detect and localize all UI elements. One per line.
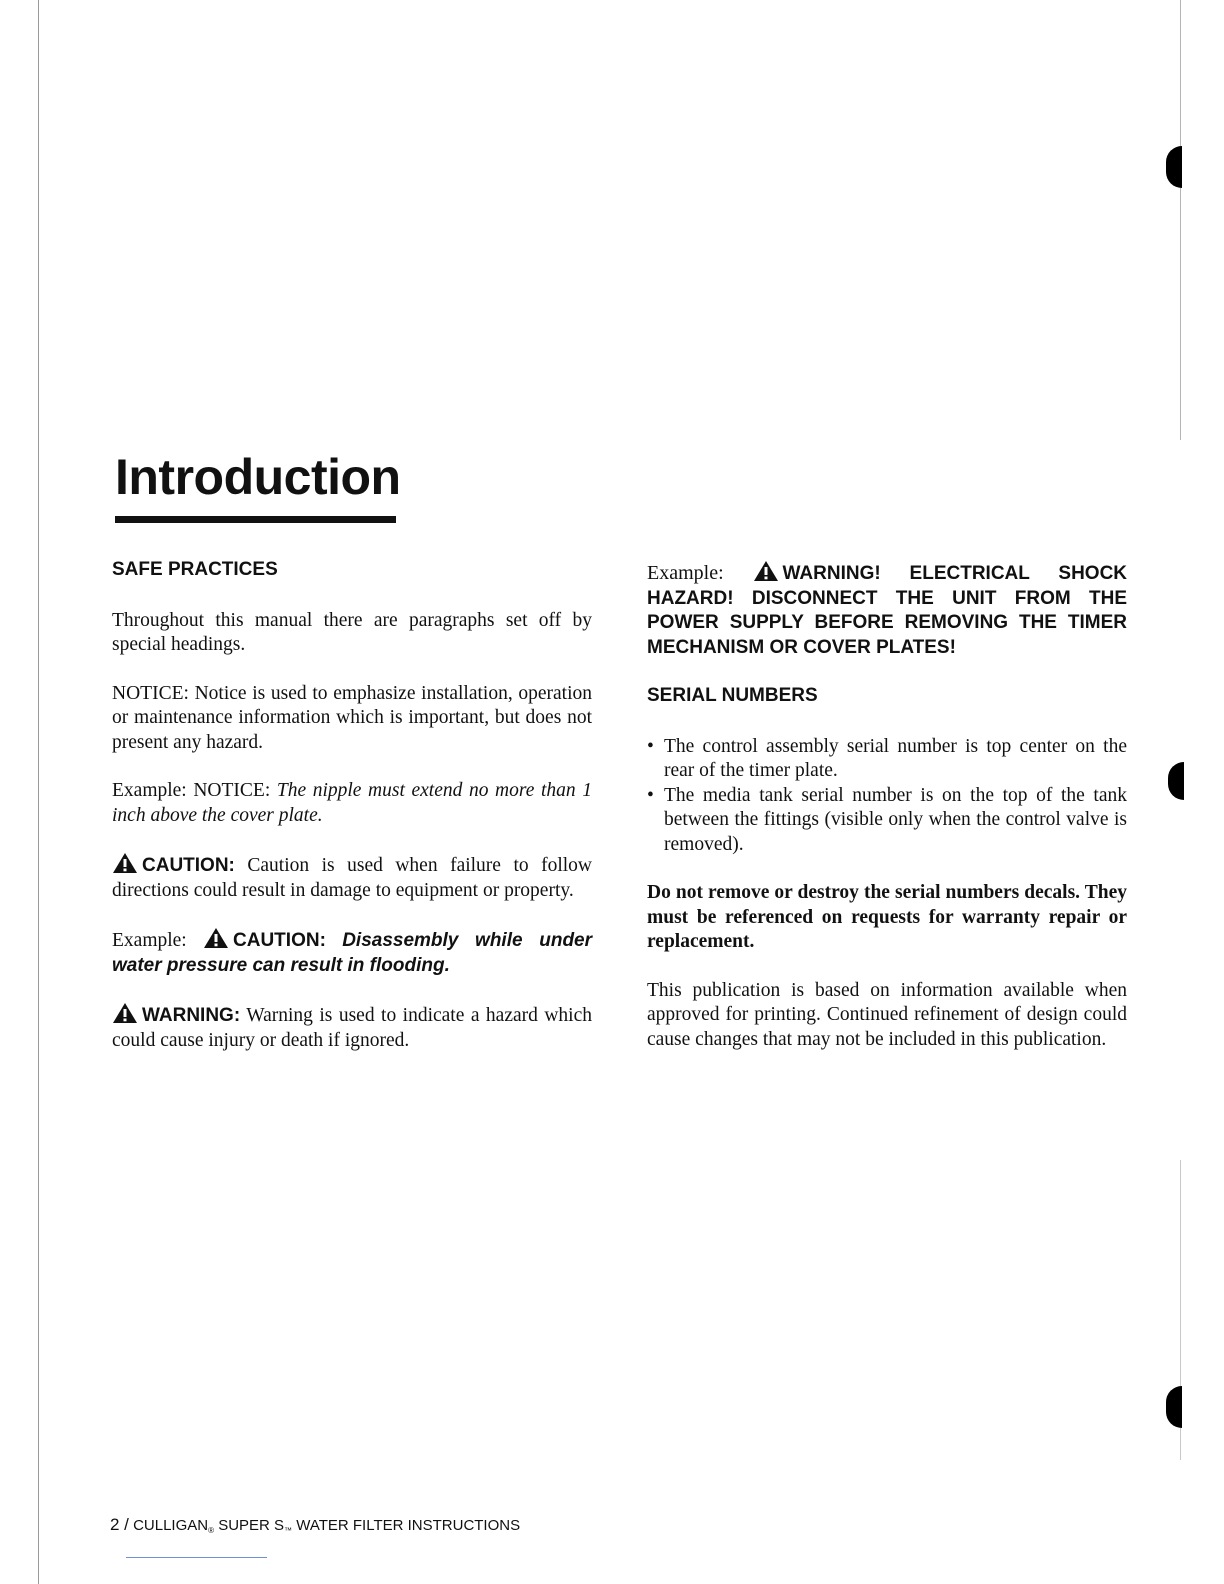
page-number: 2 / <box>110 1515 129 1534</box>
list-item <box>647 735 1127 784</box>
warning-example <box>647 560 1127 660</box>
page-title: Introduction <box>115 449 401 505</box>
binder-hole-bottom <box>1166 1386 1182 1428</box>
notice-example-label: NOTICE: <box>193 780 271 801</box>
caution-label: CAUTION: <box>142 855 235 876</box>
notice-paragraph <box>112 682 592 756</box>
warning-triangle-icon <box>203 927 229 949</box>
left-column <box>112 558 592 1077</box>
serial-item-text: The control assembly serial number is top center on the rear of the timer plate. <box>664 735 1127 781</box>
trademark-mark: ™ <box>284 1526 293 1535</box>
notice-label: NOTICE: <box>112 682 189 704</box>
warning-label: WARNING: <box>142 1005 241 1026</box>
warning-triangle-icon <box>112 1002 138 1024</box>
warning-example-prefix: Example: <box>647 562 724 584</box>
title-underline <box>115 516 396 523</box>
publication-note: This publication is based on information available when approved for printing. Continued refinement of design could cause changes that may not be included in this publication. <box>647 979 1127 1050</box>
safe-practices-intro: Throughout this manual there are paragraphs set off by special headings. <box>112 609 592 655</box>
notice-text: Notice is used to emphasize installation, operation or maintenance information which is important, but does not present any hazard. <box>112 682 593 753</box>
footer-doc-title: WATER FILTER INSTRUCTIONS <box>296 1517 521 1534</box>
footer-brand: CULLIGAN <box>133 1517 209 1534</box>
warning-text: Warning is used to indicate a hazard which could cause injury or death if ignored. <box>112 1005 592 1051</box>
safe-practices-heading: SAFE PRACTICES <box>112 559 278 580</box>
bullet-icon: • <box>647 784 654 806</box>
registered-mark: ® <box>208 1526 215 1535</box>
caution-example <box>112 927 592 978</box>
caution-example-text: Disassembly while under water pressure can result in flooding. <box>112 930 593 976</box>
warning-triangle-icon <box>112 852 138 874</box>
warning-example-label: WARNING! <box>782 563 881 584</box>
binder-hole-middle <box>1168 762 1184 800</box>
bullet-icon: • <box>647 735 654 757</box>
caution-example-prefix: Example: <box>112 930 187 951</box>
caution-example-label: CAUTION: <box>233 930 326 951</box>
caution-paragraph <box>112 852 592 903</box>
notice-example-text: The nipple must extend no more than 1 inch above the cover plate. <box>112 780 593 826</box>
list-item <box>647 784 1127 858</box>
serial-item-text: The media tank serial number is on the top of the tank between the fittings (visible only when the control valve is removed). <box>664 784 1127 855</box>
notice-example <box>112 779 592 828</box>
notice-example-prefix: Example: <box>112 780 187 801</box>
binder-hole-top <box>1166 146 1182 188</box>
page-left-edge <box>38 0 39 1584</box>
warning-paragraph <box>112 1002 592 1053</box>
serial-numbers-heading: SERIAL NUMBERS <box>647 685 818 706</box>
footer-product: SUPER S <box>218 1517 285 1534</box>
warning-triangle-icon <box>753 560 779 582</box>
right-column <box>647 560 1127 1076</box>
footer-underline <box>126 1557 267 1558</box>
serial-numbers-list <box>647 735 1127 858</box>
serial-notice: Do not remove or destroy the serial numbers decals. They must be referenced on requests for warranty repair or replacement. <box>647 882 1127 952</box>
warning-example-text: ELECTRICAL SHOCK HAZARD! DISCONNECT THE UNIT FROM THE POWER SUPPLY BEFORE REMOVING THE TIMER MECHANISM OR COVER PLATES! <box>647 563 1128 658</box>
page-footer <box>110 1515 520 1535</box>
caution-text: Caution is used when failure to follow directions could result in damage to equipment or property. <box>112 855 593 901</box>
page-right-edge <box>1180 0 1181 440</box>
